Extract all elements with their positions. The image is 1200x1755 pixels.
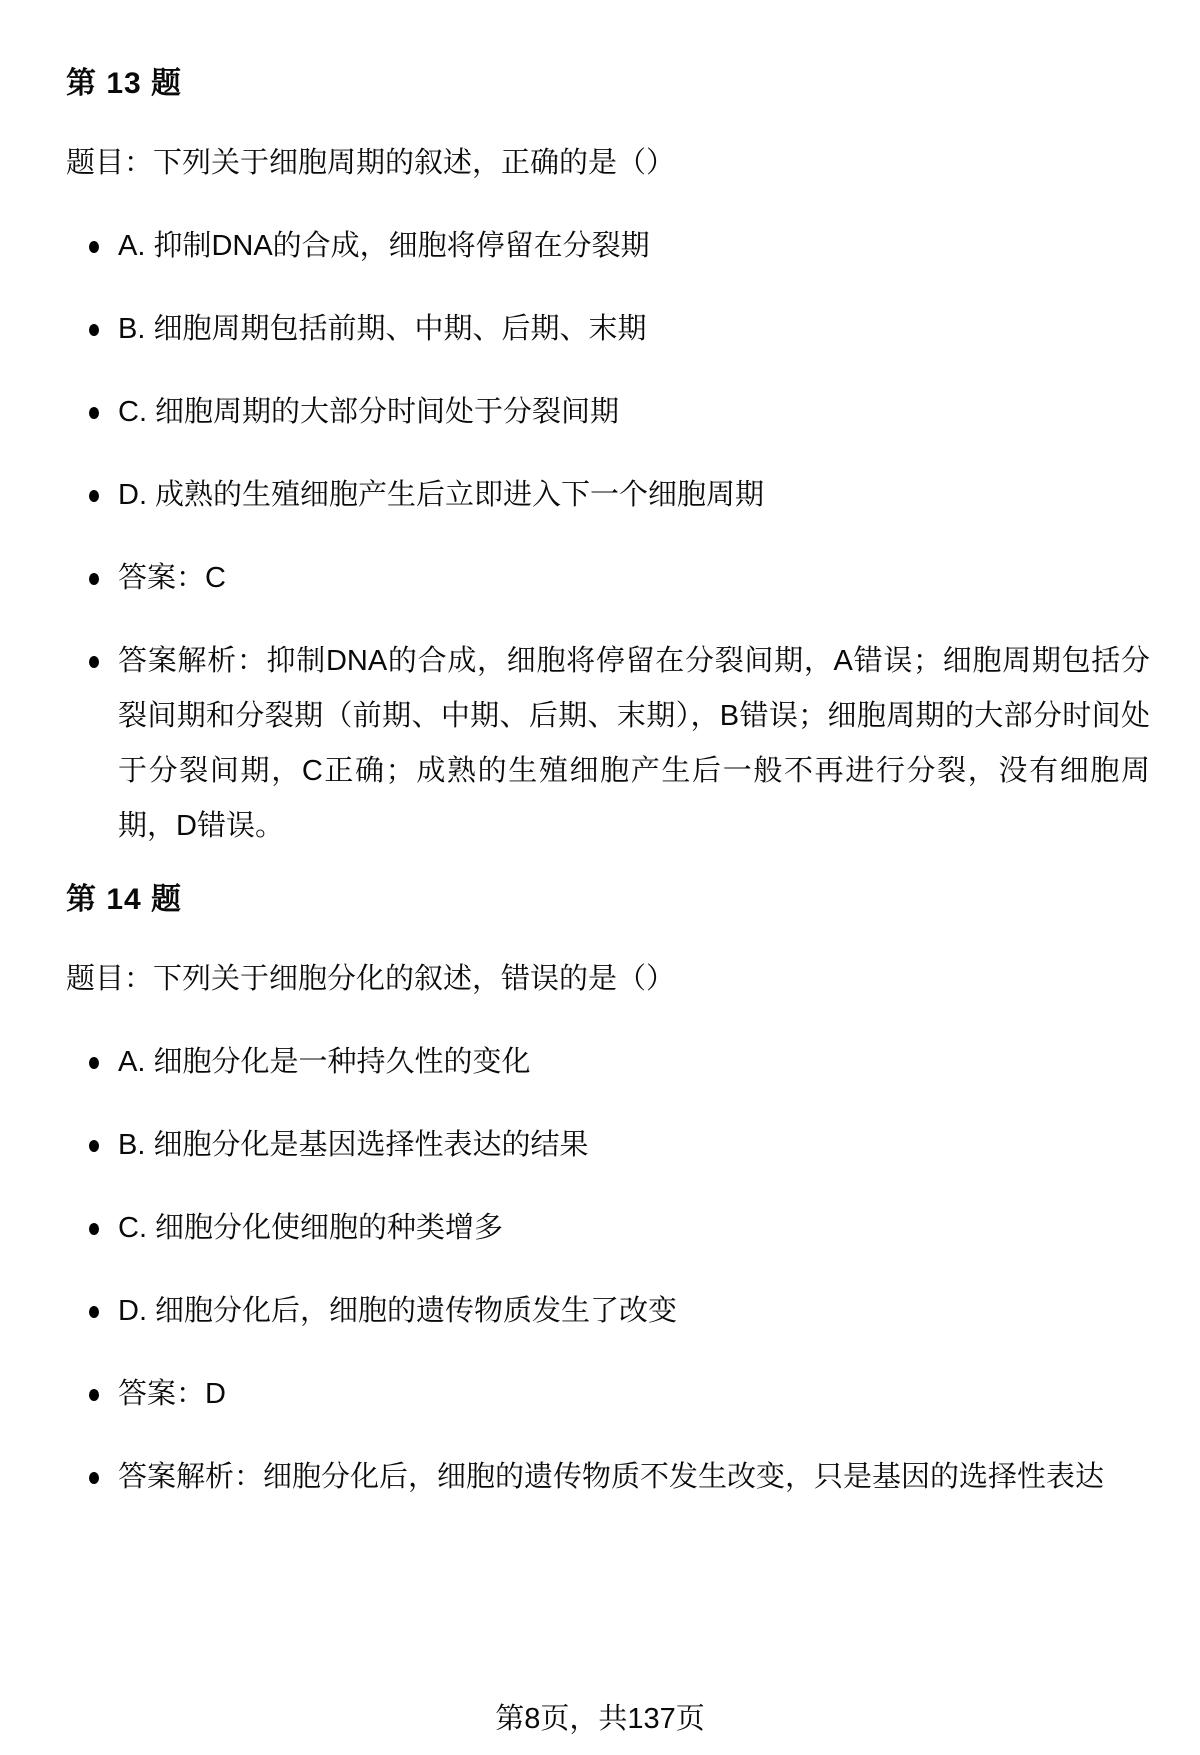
- question-14-answer: 答案：D: [118, 1367, 1150, 1422]
- question-13-section: [66, 66, 1150, 854]
- question-14-option-b: B. 细胞分化是基因选择性表达的结果: [118, 1118, 1150, 1173]
- page-number-text: 第8页，共137页: [495, 1703, 705, 1735]
- question-13-list: [66, 219, 1150, 854]
- question-14-option-d: D. 细胞分化后，细胞的遗传物质发生了改变: [118, 1284, 1150, 1339]
- question-14-option-c: C. 细胞分化使细胞的种类增多: [118, 1201, 1150, 1256]
- question-13-option-d: D. 成熟的生殖细胞产生后立即进入下一个细胞周期: [118, 468, 1150, 523]
- question-14-heading: 第 14 题: [66, 883, 183, 916]
- question-14-explanation: 答案解析：细胞分化后，细胞的遗传物质不发生改变，只是基因的选择性表达: [118, 1450, 1150, 1505]
- question-13-explanation: 答案解析：抑制DNA的合成，细胞将停留在分裂间期，A错误；细胞周期包括分裂间期和分裂期（前期、中期、后期、末期），B错误；细胞周期的大部分时间处于分裂间期，C正确；成熟的生殖细胞产生后一般不再进行分裂，没有细胞周期，D错误。: [118, 634, 1150, 854]
- question-13-option-c: C. 细胞周期的大部分时间处于分裂间期: [118, 385, 1150, 440]
- question-13-title: 题目：下列关于细胞周期的叙述，正确的是（）: [66, 147, 676, 179]
- question-14-title: 题目：下列关于细胞分化的叙述，错误的是（）: [66, 963, 676, 995]
- page-footer: [0, 1699, 1200, 1739]
- question-13-option-b: B. 细胞周期包括前期、中期、后期、末期: [118, 302, 1150, 357]
- question-14-list: [66, 1035, 1150, 1505]
- question-13-heading: 第 13 题: [66, 67, 183, 100]
- question-13-answer: 答案：C: [118, 551, 1150, 606]
- question-13-option-a: A. 抑制DNA的合成，细胞将停留在分裂期: [118, 219, 1150, 274]
- question-14-section: [66, 882, 1150, 1505]
- question-14-option-a: A. 细胞分化是一种持久性的变化: [118, 1035, 1150, 1090]
